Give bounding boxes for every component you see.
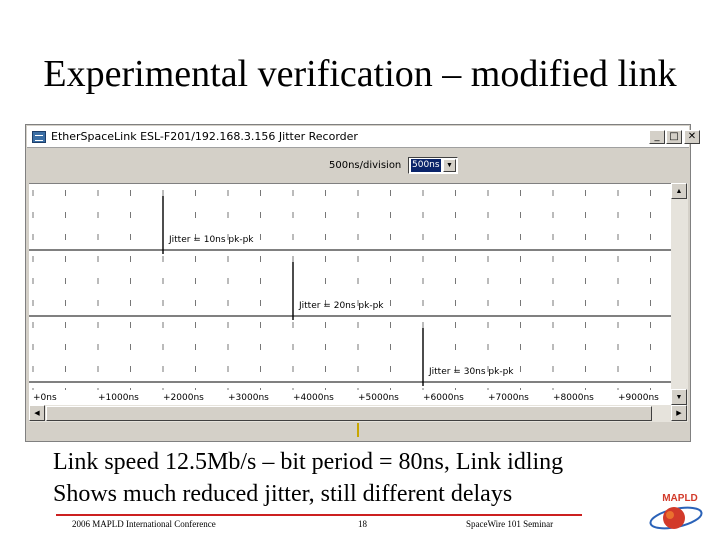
jitter-recorder-window [25,124,697,442]
division-select[interactable] [408,157,458,174]
scroll-left-icon[interactable]: ◀ [29,405,45,421]
footer-page-number: 18 [358,519,367,529]
time-axis-label: +4000ns [293,393,334,403]
jitter-plot [29,183,671,405]
division-selected-value: 500ns [412,160,440,170]
jitter-trace-label: Jitter = 10ns pk-pk [169,235,254,245]
jitter-trace-label: Jitter = 30ns pk-pk [429,367,514,377]
vertical-scrollbar[interactable] [671,183,688,405]
mapld-logo [648,488,712,536]
time-axis-label: +8000ns [553,393,594,403]
scroll-right-icon[interactable]: ▶ [671,405,687,421]
triangle-down-icon[interactable]: ▼ [443,159,456,172]
app-window-icon [32,131,46,143]
scroll-down-icon[interactable]: ▼ [671,389,687,405]
horizontal-scroll-thumb[interactable] [46,406,652,421]
footer-conference: 2006 MAPLD International Conference [72,519,216,529]
position-marker [357,423,359,437]
time-axis-label: +7000ns [488,393,529,403]
time-axis-label: +5000ns [358,393,399,403]
jitter-trace-label: Jitter = 20ns pk-pk [299,301,384,311]
caption-line-1: Link speed 12.5Mb/s – bit period = 80ns, Link idling [53,449,564,475]
window-title: EtherSpaceLink ESL-F201/192.168.3.156 Jitter Recorder [51,130,358,143]
footer-divider [56,514,582,516]
division-label: 500ns/division [329,160,402,171]
close-button[interactable]: ✕ [684,130,700,144]
horizontal-scrollbar[interactable] [29,405,688,422]
window-titlebar[interactable] [27,126,697,148]
time-axis-label: +0ns [33,393,57,403]
jitter-plot-canvas [29,184,671,405]
time-axis-label: +1000ns [98,393,139,403]
minimize-button[interactable]: _ [649,130,665,144]
logo-text: MAPLD [662,493,698,504]
time-axis-label: +6000ns [423,393,464,403]
slide-title: Experimental verification – modified link [43,53,677,95]
time-axis-label: +9000ns [618,393,659,403]
time-axis-label: +3000ns [228,393,269,403]
maximize-button[interactable]: □ [666,130,682,144]
time-axis-label: +2000ns [163,393,204,403]
scroll-up-icon[interactable]: ▲ [671,183,687,199]
caption-line-2: Shows much reduced jitter, still different delays [53,481,513,507]
footer-seminar: SpaceWire 101 Seminar [466,519,554,529]
